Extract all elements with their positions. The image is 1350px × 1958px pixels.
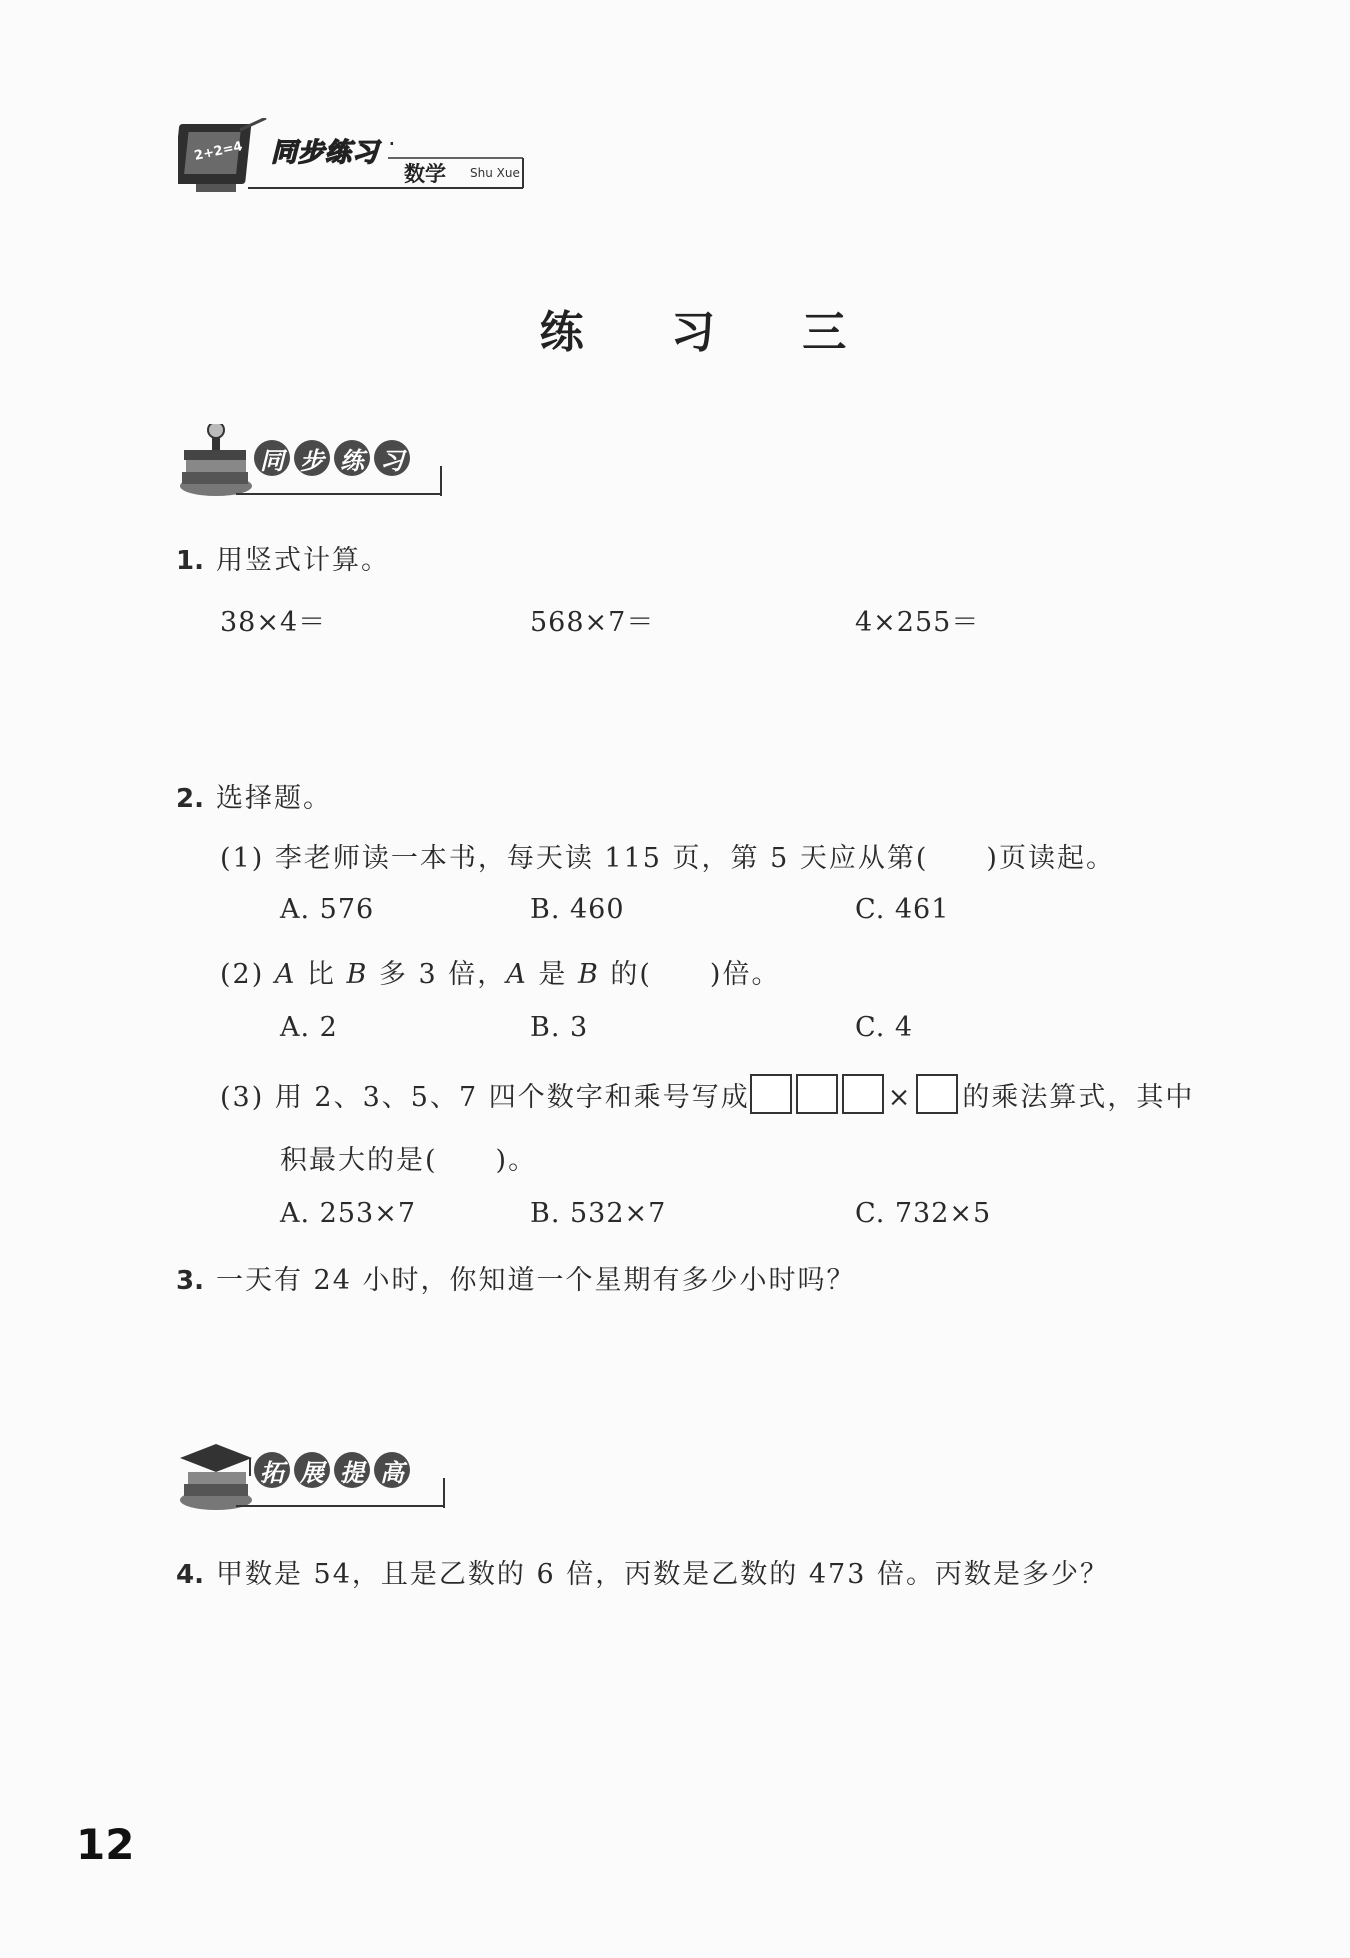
header-subject: 数学: [404, 162, 446, 186]
option-b: B. 460: [530, 894, 625, 925]
option-a: A. 253×7: [280, 1198, 416, 1229]
question-text: 选择题。: [215, 783, 332, 814]
calc-item: 4×255＝: [855, 607, 980, 638]
digit-box: [842, 1074, 884, 1114]
question-text: 用竖式计算。: [215, 545, 390, 576]
calc-item: 568×7＝: [530, 607, 655, 638]
section-badge-extend: [176, 1436, 476, 1516]
digit-box: [796, 1074, 838, 1114]
header-pinyin: Shu Xue: [470, 166, 520, 180]
header-dot: ·: [388, 130, 396, 158]
badge-char: 步: [294, 440, 330, 476]
sub-question-2: [220, 952, 780, 991]
question-text: 甲数是 54，且是乙数的 6 倍，丙数是乙数的 473 倍。丙数是多少？: [215, 1559, 1109, 1590]
question-1: [176, 538, 390, 577]
section-badge-sync: [176, 424, 476, 504]
calc-item: 38×4＝: [220, 607, 327, 638]
option-b: B. 532×7: [530, 1198, 667, 1229]
digit-box: [916, 1074, 958, 1114]
digit-box: [750, 1074, 792, 1114]
badge-char: 练: [334, 440, 370, 476]
question-3: [176, 1258, 856, 1297]
times-sign: ×: [887, 1082, 913, 1113]
sub-question-3: [220, 1074, 1194, 1114]
question-number: 3.: [176, 1266, 204, 1296]
option-b: B. 3: [530, 1012, 589, 1043]
badge-char: 习: [374, 440, 410, 476]
sub-question-1: [220, 836, 1115, 875]
question-text: 一天有 24 小时，你知道一个星期有多少小时吗？: [215, 1265, 856, 1296]
question-number: 4.: [176, 1560, 204, 1590]
option-c: C. 4: [855, 1012, 914, 1043]
option-a: A. 2: [280, 1012, 338, 1043]
board-text: 2+2=4: [192, 139, 244, 164]
option-c: C. 461: [855, 894, 950, 925]
page-number: 12: [76, 1820, 135, 1869]
header-title: 同步练习: [271, 138, 380, 168]
option-a: A. 576: [280, 894, 375, 925]
question-2: [176, 776, 332, 815]
sub-question-text: (2) A 比 B 多 3 倍，A 是 B 的( )倍。: [220, 959, 781, 990]
question-4: [176, 1552, 1109, 1591]
question-number: 1.: [176, 546, 204, 576]
badge-char: 提: [334, 1452, 370, 1488]
badge-char: 高: [374, 1452, 410, 1488]
badge-char: 拓: [254, 1452, 290, 1488]
badge-char: 展: [294, 1452, 330, 1488]
page-title: 练 习 三: [539, 307, 883, 358]
sub-question-text-after: 的乘法算式，其中: [962, 1082, 1195, 1113]
question-number: 2.: [176, 784, 204, 814]
header-logo: [178, 118, 538, 204]
option-c: C. 732×5: [855, 1198, 992, 1229]
sub-question-text: (1) 李老师读一本书，每天读 115 页，第 5 天应从第( )页读起。: [220, 843, 1115, 874]
badge-char: 同: [254, 440, 290, 476]
sub-question-text: (3) 用 2、3、5、7 四个数字和乘号写成: [220, 1082, 750, 1113]
sub-question-3-line-2: 积最大的是( )。: [280, 1145, 538, 1176]
